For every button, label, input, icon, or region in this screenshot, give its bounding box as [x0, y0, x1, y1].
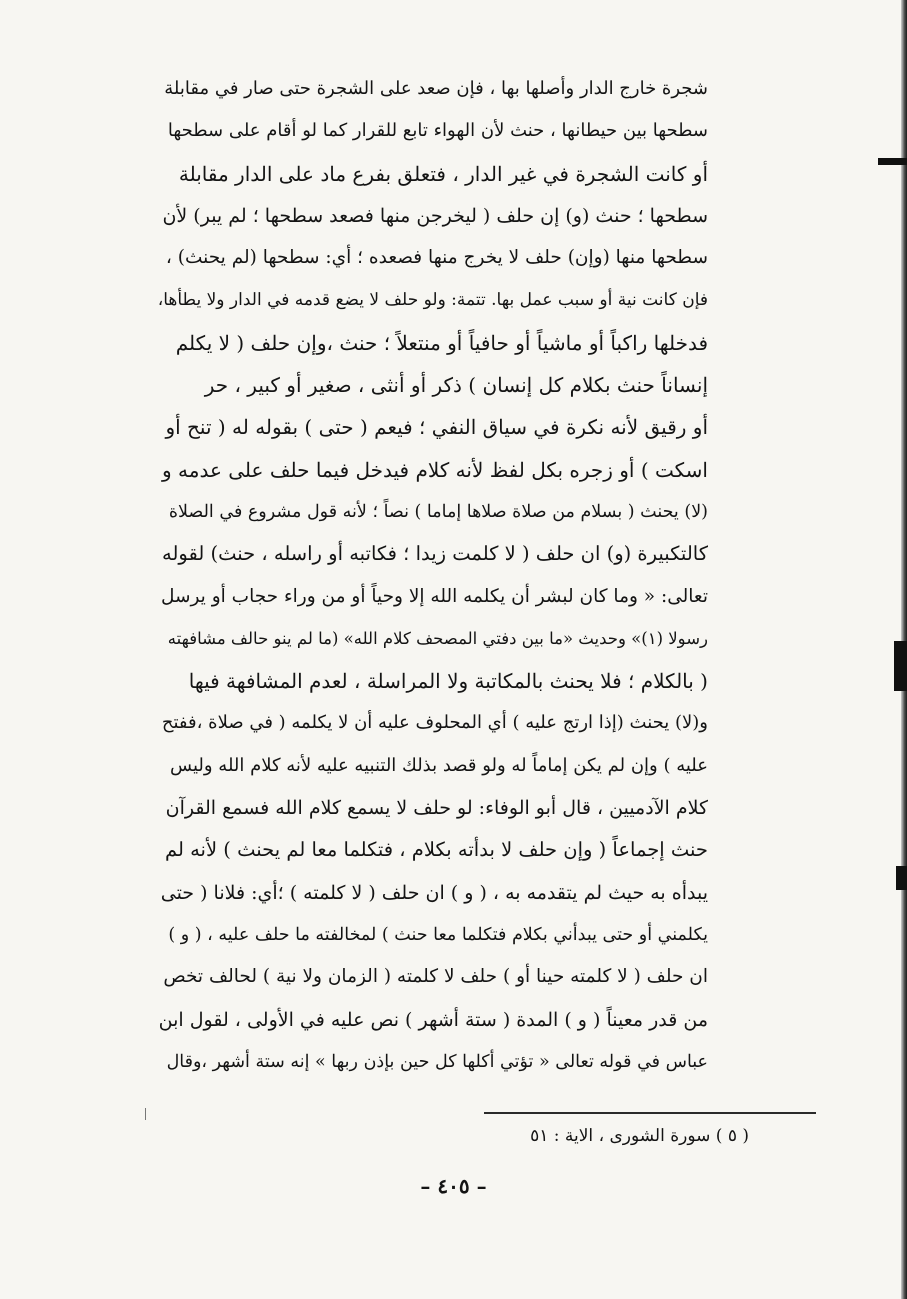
text-line: سطحها منها (وإن) حلف لا يخرج منها فصعده ؛ أي: سطحها (لم يحنث) ، [165, 247, 708, 269]
page-number: – ٤٠٥ – [420, 1174, 487, 1198]
text-line: تعالى: « وما كان لبشر أن يكلمه الله إلا وحياً أو من وراء حجاب أو يرسل [160, 585, 708, 607]
text-line: شجرة خارج الدار وأصلها بها ، فإن صعد على الشجرة حتى صار في مقابلة [164, 78, 708, 99]
text-line: فإن كانت نية أو سبب عمل بها. تتمة: ولو حلف لا يضع قدمه في الدار ولا يطأها، [158, 290, 708, 311]
text-line: أو رقيق لأنه نكرة في سياق النفي ؛ فيعم ( حتى ) بقوله له ( تنح أو [165, 415, 708, 440]
scan-speck [145, 1108, 146, 1120]
text-line: عليه ) وإن لم يكن إماماً له ولو قصد بذلك التنبيه عليه لأنه كلام الله وليس [170, 754, 708, 776]
text-line: عباس في قوله تعالى « تؤتي أكلها كل حين بإذن ربها » إنه ستة أشهر ،وقال [166, 1051, 708, 1072]
footnote-separator [484, 1112, 816, 1114]
text-line: كالتكبيرة (و) ان حلف ( لا كلمت زيدا ؛ فكاتبه أو راسله ، حنث) لقوله [162, 542, 708, 566]
margin-mark [894, 641, 907, 691]
text-line: كلام الآدميين ، قال أبو الوفاء: لو حلف لا يسمع كلام الله فسمع القرآن [165, 797, 708, 820]
text-line: سطحها ؛ حنث (و) إن حلف ( ليخرجن منها فصعد سطحها ؛ لم يبر) لأن [162, 204, 708, 227]
text-line: فدخلها راكباً أو ماشياً أو حافياً أو منتعلاً ؛ حنث ،وإن حلف ( لا يكلم [175, 330, 708, 355]
text-line: يبدأه به حيث لم يتقدمه به ، ( و ) ان حلف ( لا كلمته ) ؛أي: فلانا ( حتى [160, 881, 708, 904]
text-line: اسكت ) أو زجره بكل لفظ لأنه كلام فيدخل فيما حلف على عدمه و [162, 457, 708, 482]
text-line: ان حلف ( لا كلمته حينا أو ) حلف لا كلمته ( الزمان ولا نية ) لحالف تخص [163, 966, 708, 988]
text-line: أو كانت الشجرة في غير الدار ، فتعلق بفرع ماد على الدار مقابلة [178, 161, 708, 186]
text-line: سطحها بين حيطانها ، حنث لأن الهواء تابع للقرار كما لو أقام على سطحها [167, 120, 708, 142]
text-line: رسولا (١)» وحديث «ما بين دفتي المصحف كلام الله» (ما لم ينو حالف مشافهته [167, 628, 708, 648]
text-line: حنث إجماعاً ( وإن حلف لا بدأته بكلام ، فتكلما معا لم يحنث ) لأنه لم [164, 838, 708, 862]
text-line: يكلمني أو حتى يبدأني بكلام فتكلما معا حنث ) لمخالفته ما حلف عليه ، ( و ) [168, 924, 708, 945]
footnote: ( ٥ ) سورة الشورى ، الاية : ٥١ [530, 1126, 749, 1146]
text-line: (لا) يحنث ( بسلام من صلاة صلاها إماما ) نصاً ؛ لأنه قول مشروع في الصلاة [168, 501, 708, 522]
main-text [158, 68, 708, 1083]
text-line: إنساناً حنث بكلام كل إنسان ) ذكر أو أنثى ، صغير أو كبير ، حر [204, 373, 708, 398]
margin-mark [896, 866, 907, 890]
text-line: و(لا) يحنث (إذا ارتج عليه ) أي المحلوف عليه أن لا يكلمه ( في صلاة ،ففتح [161, 712, 708, 734]
text-line: من قدر معيناً ( و ) المدة ( ستة أشهر ) نص عليه في الأولى ، لقول ابن [158, 1008, 708, 1031]
text-line: ( بالكلام ؛ فلا يحنث بالمكاتبة ولا المراسلة ، لعدم المشافهة فيها [188, 669, 708, 694]
margin-mark [878, 158, 907, 165]
